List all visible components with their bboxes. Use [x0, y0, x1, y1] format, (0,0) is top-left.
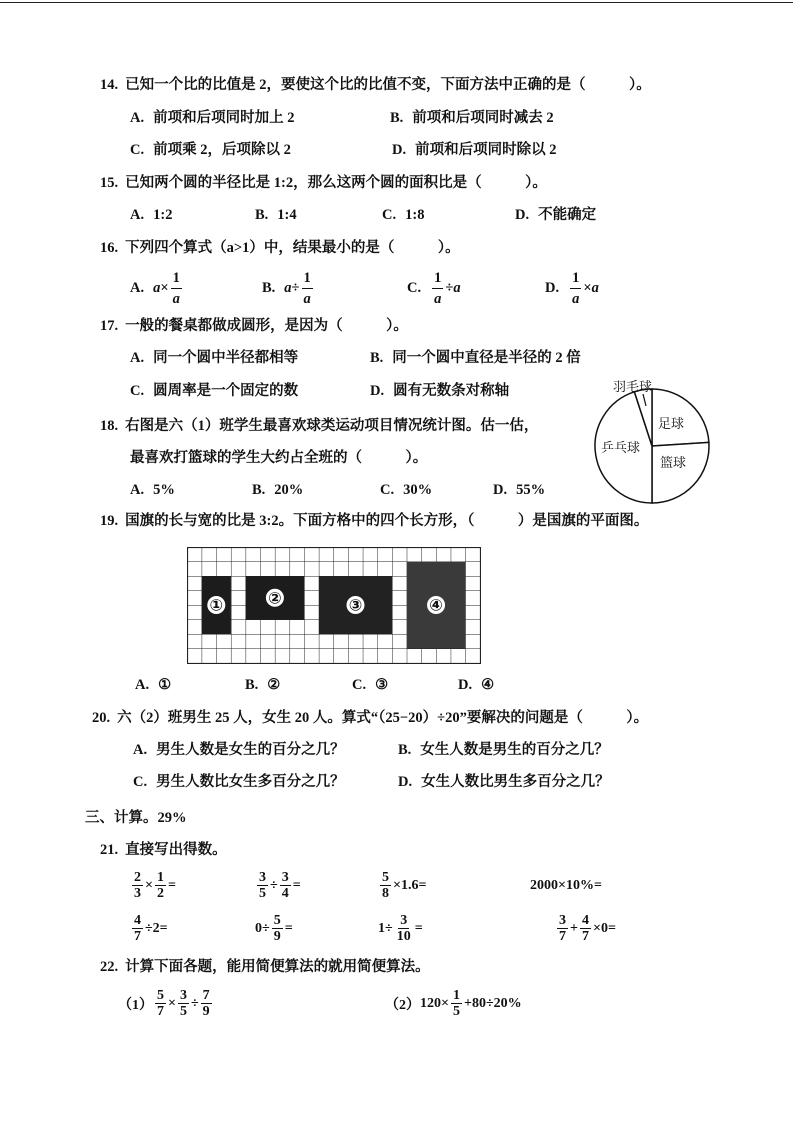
option-text: 同一个圆中直径是半径的 2 倍 [392, 350, 581, 366]
question-stem: 一般的餐桌都做成圆形，是因为（ ）。 [125, 318, 408, 334]
option-text: 1:4 [277, 207, 297, 223]
operator: × [168, 995, 176, 1011]
q16-option-c [407, 267, 461, 309]
denominator: 7 [559, 929, 566, 944]
option-label: B. [262, 279, 276, 296]
expression-text: 2000×10%= [530, 877, 602, 893]
denominator: 7 [581, 929, 589, 944]
option-text: 5% [153, 482, 175, 498]
equals: = [414, 920, 423, 936]
denominator: 7 [134, 929, 141, 944]
fraction [557, 913, 568, 944]
numerator: 4 [581, 913, 589, 928]
option-label: C. [407, 279, 422, 296]
q15-option-d [515, 205, 596, 225]
option-text: 1:8 [405, 207, 425, 223]
pie-label-football: 足球 [658, 416, 685, 431]
numerator: 1 [302, 268, 313, 289]
problem-label: （2） [385, 997, 420, 1013]
option-text: 不能确定 [538, 207, 597, 223]
option-text: ② [267, 677, 281, 693]
operator: × [583, 279, 592, 296]
q19-option-b [245, 675, 280, 695]
option-text: 同一个圆中半径都相等 [153, 350, 299, 366]
operator: ÷ [190, 995, 199, 1011]
operator: ÷ [445, 279, 454, 296]
option-label: D. [392, 142, 407, 158]
option-label: A. [130, 350, 145, 366]
q15-option-a [130, 205, 172, 225]
option-text: 前项和后项同时减去 2 [412, 110, 554, 126]
option-text: 女生人数是男生的百分之几？ [420, 742, 609, 758]
calc-item-5 [130, 912, 168, 945]
variable-a: a [591, 279, 599, 296]
expression-head: 1÷ [378, 920, 393, 936]
option-label: A. [130, 279, 145, 296]
denominator: a [572, 290, 580, 307]
operator: ÷ [270, 877, 278, 893]
option-label: B. [252, 482, 266, 498]
question-number: 14. [100, 77, 119, 93]
q17-option-d [370, 381, 509, 401]
option-text: 55% [516, 482, 546, 498]
option-text: ④ [481, 677, 495, 693]
calc-item-7 [378, 912, 423, 945]
numerator: 2 [134, 870, 141, 885]
calc-item-2 [255, 869, 301, 902]
fraction [201, 988, 212, 1019]
denominator: 9 [273, 929, 281, 944]
option-text: 前项乘 2，后项除以 2 [153, 142, 291, 158]
option-label: B. [255, 207, 269, 223]
question-19 [100, 511, 648, 531]
fraction [155, 988, 166, 1019]
operator: × [145, 877, 153, 893]
numerator: 3 [179, 988, 187, 1003]
q16-option-d [545, 267, 599, 309]
option-text: 前项和后项同时加上 2 [153, 110, 295, 126]
numerator: 1 [156, 870, 164, 885]
option-label: A. [130, 482, 145, 498]
fraction [580, 913, 591, 944]
numerator: 5 [157, 988, 164, 1003]
numerator: 5 [382, 870, 389, 885]
option-label: B. [245, 677, 259, 693]
fraction [178, 988, 189, 1019]
question-15 [100, 173, 547, 193]
equals: = [284, 920, 293, 936]
q14-option-a [130, 108, 294, 128]
option-text: 前项和后项同时除以 2 [415, 142, 557, 158]
pie-label-table-tennis: 乒乓球 [601, 440, 641, 455]
option-label: D. [545, 279, 560, 296]
option-text: 圆有无数条对称轴 [393, 383, 510, 399]
q16-option-a [130, 267, 184, 309]
option-text: 男生人数比女生多百分之几？ [156, 774, 345, 790]
denominator: 5 [179, 1004, 187, 1019]
option-label: B. [398, 742, 412, 758]
question-number: 22. [100, 959, 119, 975]
option-label: A. [135, 677, 150, 693]
numerator: 3 [281, 870, 289, 885]
denominator: 5 [452, 1004, 460, 1019]
expression-head: 120× [420, 995, 449, 1011]
operator: + [570, 920, 578, 936]
q20-option-d [398, 772, 610, 792]
question-number: 15. [100, 175, 119, 191]
square-grid [187, 547, 481, 664]
question-number: 19. [100, 513, 119, 529]
q20-option-b [398, 740, 609, 760]
operator: ÷ [291, 279, 300, 296]
question-18-line2 [130, 448, 427, 468]
numerator: 5 [273, 913, 281, 928]
pie-label-badminton: 羽毛球 [613, 379, 653, 394]
question-number: 16. [100, 240, 119, 256]
question-stem: 国旗的长与宽的比是 3:2。下面方格中的四个长方形，（ ）是国旗的平面图。 [125, 513, 649, 529]
option-text: 女生人数比男生多百分之几？ [421, 774, 610, 790]
expression-tail: ×1.6= [393, 877, 427, 893]
q18-option-b [252, 480, 303, 500]
question-stem-line1: 右图是六（1）班学生最喜欢球类运动项目情况统计图。估一估， [125, 418, 539, 434]
denominator: a [303, 290, 311, 307]
numerator: 3 [559, 913, 566, 928]
q18-option-c [380, 480, 432, 500]
numerator: 7 [202, 988, 210, 1003]
calc-item-3 [378, 869, 426, 902]
numerator: 4 [134, 913, 141, 928]
denominator: 10 [396, 929, 411, 944]
expression-head: 0÷ [255, 920, 270, 936]
question-number: 20. [92, 710, 111, 726]
rect-label-4: ④ [429, 595, 443, 615]
option-label: D. [493, 482, 508, 498]
numerator: 3 [400, 913, 408, 928]
expression-tail: ÷2= [145, 920, 168, 936]
option-text: ① [158, 677, 172, 693]
q16-option-b [262, 267, 315, 309]
q15-option-c [382, 205, 424, 225]
option-label: D. [515, 207, 530, 223]
pie-slice-basketball [652, 442, 709, 503]
expression-tail: ×0= [592, 920, 616, 936]
rect-label-3: ③ [348, 595, 363, 615]
question-20 [92, 708, 648, 728]
equals: = [292, 877, 301, 893]
numerator: 3 [259, 870, 266, 885]
calc-item-4 [530, 869, 602, 902]
fraction [570, 268, 581, 309]
calc-item-1 [130, 869, 176, 902]
problem-label: （1） [118, 997, 153, 1013]
fraction [272, 913, 283, 944]
option-label: C. [133, 774, 148, 790]
variable-a: a [284, 279, 292, 296]
expression-tail: +80÷20% [463, 995, 522, 1011]
variable-a: a [153, 279, 161, 296]
question-number: 21. [100, 842, 119, 858]
option-text: 1:2 [153, 207, 173, 223]
q19-option-c [352, 675, 388, 695]
fraction [155, 870, 166, 901]
denominator: 3 [134, 886, 141, 901]
question-stem: 六（2）班男生 25 人，女生 20 人。算式“（25−20）÷20”要解决的问题是（ ）。 [117, 710, 649, 726]
rect-label-1: ① [209, 595, 224, 615]
question-17 [100, 316, 408, 336]
variable-a: a [453, 279, 461, 296]
fraction [132, 913, 143, 944]
option-label: A. [130, 207, 145, 223]
question-22 [100, 957, 430, 977]
fraction [451, 988, 462, 1019]
option-label: D. [398, 774, 413, 790]
question-number: 18. [100, 418, 119, 434]
option-label: C. [130, 142, 145, 158]
denominator: 5 [259, 886, 266, 901]
denominator: 8 [382, 886, 389, 901]
calc-problem-2 [385, 987, 522, 1020]
q14-option-b [390, 108, 554, 128]
denominator: a [172, 290, 180, 307]
q14-option-d [392, 140, 556, 160]
denominator: a [434, 290, 442, 307]
option-label: C. [352, 677, 367, 693]
numerator: 1 [452, 988, 460, 1003]
q19-option-a [135, 675, 171, 695]
option-text: ③ [375, 677, 389, 693]
question-18 [100, 416, 538, 436]
question-number: 17. [100, 318, 119, 334]
question-stem: 已知两个圆的半径比是 1:2，那么这两个圆的面积比是（ ）。 [125, 175, 547, 191]
pie-label-basketball: 篮球 [660, 455, 687, 470]
fraction [171, 268, 182, 309]
fraction [395, 913, 413, 944]
rect-label-2: ② [268, 588, 282, 608]
option-text: 圆周率是一个固定的数 [153, 383, 299, 399]
q20-option-c [133, 772, 345, 792]
numerator: 1 [432, 268, 443, 289]
option-text: 30% [403, 482, 433, 498]
option-label: B. [370, 350, 384, 366]
question-21 [100, 840, 227, 860]
denominator: 7 [157, 1004, 164, 1019]
option-text: 男生人数是女生的百分之几？ [156, 742, 345, 758]
q17-option-a [130, 348, 298, 368]
option-label: A. [133, 742, 148, 758]
question-14 [100, 75, 651, 95]
calc-problem-1 [118, 987, 214, 1020]
fraction [257, 870, 268, 901]
numerator: 1 [171, 268, 182, 289]
option-label: C. [382, 207, 397, 223]
option-text: 20% [274, 482, 304, 498]
section-heading [85, 808, 187, 828]
q17-option-c [130, 381, 298, 401]
calc-item-8 [555, 912, 616, 945]
question-stem-line2: 最喜欢打篮球的学生大约占全班的（ ）。 [130, 450, 428, 466]
denominator: 4 [281, 886, 289, 901]
q17-option-b [370, 348, 581, 368]
question-stem: 直接写出得数。 [125, 842, 227, 858]
fraction [132, 870, 143, 901]
q15-option-b [255, 205, 297, 225]
q18-option-d [493, 480, 545, 500]
option-label: D. [370, 383, 385, 399]
q14-option-c [130, 140, 291, 160]
fraction [280, 870, 291, 901]
option-label: B. [390, 110, 404, 126]
option-label: C. [380, 482, 395, 498]
option-label: D. [458, 677, 473, 693]
denominator: 9 [202, 1004, 210, 1019]
option-label: C. [130, 383, 145, 399]
q18-option-a [130, 480, 175, 500]
fraction [432, 268, 443, 309]
question-stem: 计算下面各题，能用简便算法的就用简便算法。 [125, 959, 430, 975]
numerator: 1 [570, 268, 581, 289]
denominator: 2 [156, 886, 164, 901]
question-stem: 已知一个比的比值是 2，要使这个比的比值不变，下面方法中正确的是（ ）。 [125, 77, 651, 93]
question-stem: 下列四个算式（a>1）中，结果最小的是（ ）。 [125, 240, 460, 256]
section-title: 三、计算。29% [85, 810, 187, 826]
option-label: A. [130, 110, 145, 126]
fraction [380, 870, 391, 901]
q19-option-d [458, 675, 494, 695]
question-16 [100, 238, 460, 258]
top-border [0, 2, 793, 3]
fraction [302, 268, 313, 309]
q20-option-a [133, 740, 345, 760]
operator: × [160, 279, 169, 296]
calc-item-6 [255, 912, 293, 945]
equals: = [167, 877, 176, 893]
